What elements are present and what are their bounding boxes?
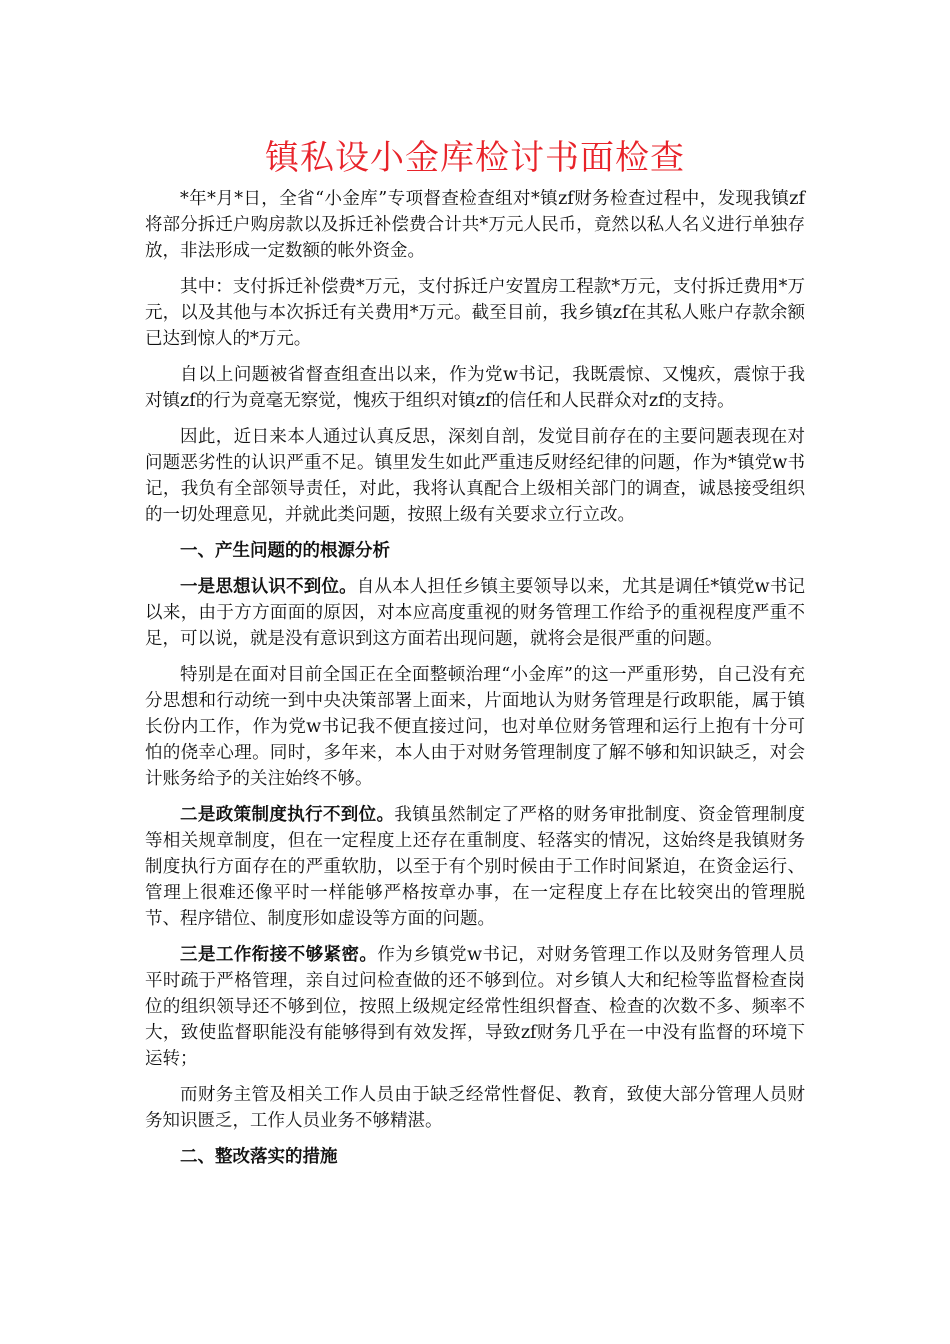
paragraph: *年*月*日，全省“小金库”专项督查检查组对*镇zf财务检查过程中，发现我镇zf将部分拆迁户购房款以及拆迁补偿费合计共*万元人民币，竟然以私人名义进行单独存放，非法形成一定数额的帐外资金。 <box>145 189 805 261</box>
paragraph <box>145 574 805 652</box>
paragraph-text: 作为乡镇党w书记，对财务管理工作以及财务管理人员平时疏于严格管理，亲自过问检查做的还不够到位。对乡镇人大和纪检等监督检查岗位的组织领导还不够到位，按照上级规定经常性组织督查、检查的次数不多、频率不大，致使监督职能没有能够得到有效发挥，导致zf财务几乎在一中没有监督的环境下运转； <box>145 945 805 1069</box>
document-title: 镇私设小金库检讨书面检查 <box>265 138 685 178</box>
document-body <box>145 186 805 1180</box>
paragraph <box>145 802 805 932</box>
section-heading: 二、整改落实的措施 <box>180 1147 338 1167</box>
paragraph: 其中：支付拆迁补偿费*万元，支付拆迁户安置房工程款*万元，支付拆迁费用*万元，以及其他与本次拆迁有关费用*万元。截至目前，我乡镇zf在其私人账户存款余额已达到惊人的*万元。 <box>145 277 805 349</box>
paragraph: 自以上问题被省督查组查出以来，作为党w书记，我既震惊、又愧疚，震惊于我对镇zf的行为竟毫无察觉，愧疚于组织对镇zf的信任和人民群众对zf的支持。 <box>145 365 805 411</box>
paragraph-lead: 三是工作衔接不够紧密。 <box>180 945 378 965</box>
paragraph: 特别是在面对目前全国正在全面整顿治理“小金库”的这一严重形势，自己没有充分思想和行动统一到中央决策部署上面来，片面地认为财务管理是行政职能，属于镇长份内工作，作为党w书记我不便直接过问，也对单位财务管理和运行上抱有十分可怕的侥幸心理。同时，多年来，本人由于对财务管理制度了解不够和知识缺乏，对会计账务给予的关注始终不够。 <box>145 665 805 789</box>
paragraph: 而财务主管及相关工作人员由于缺乏经常性督促、教育，致使大部分管理人员财务知识匮乏，工作人员业务不够精湛。 <box>145 1085 805 1131</box>
paragraph: 因此，近日来本人通过认真反思，深刻自剖，发觉目前存在的主要问题表现在对问题恶劣性的认识严重不足。镇里发生如此严重违反财经纪律的问题，作为*镇党w书记，我负有全部领导责任，对此，我将认真配合上级相关部门的调查，诚恳接受组织的一切处理意见，并就此类问题，按照上级有关要求立行立改。 <box>145 427 805 525</box>
paragraph-text: 自从本人担任乡镇主要领导以来，尤其是调任*镇党w书记以来，由于方方面面的原因，对本应高度重视的财务管理工作给予的重视程度严重不足，可以说，就是没有意识到这方面若出现问题，就将会是很严重的问题。 <box>145 577 805 649</box>
paragraph-text: 我镇虽然制定了严格的财务审批制度、资金管理制度等相关规章制度，但在一定程度上还存在重制度、轻落实的情况，这始终是我镇财务制度执行方面存在的严重软肋，以至于有个别时候由于工作时间紧迫，在资金运行、管理上很难还像平时一样能够严格按章办事，在一定程度上存在比较突出的管理脱节、程序错位、制度形如虚设等方面的问题。 <box>145 805 806 929</box>
section-heading: 一、产生问题的的根源分析 <box>180 541 390 561</box>
paragraph-lead: 二是政策制度执行不到位。 <box>180 805 395 825</box>
paragraph <box>145 942 805 1072</box>
paragraph-lead: 一是思想认识不到位。 <box>180 577 357 597</box>
